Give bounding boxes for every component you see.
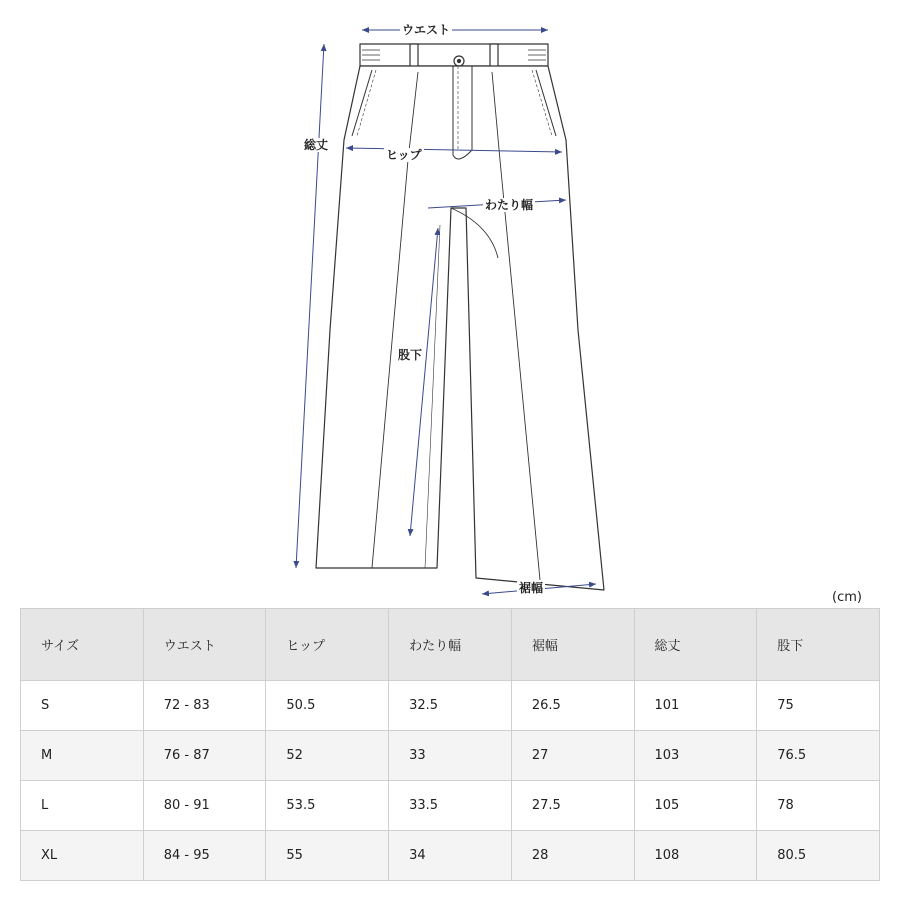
hip-label: ヒップ [386,148,422,162]
table-cell: 52 [266,731,389,781]
size-table [20,608,880,881]
table-cell: 80.5 [757,831,880,881]
header-cell: ヒップ [266,609,389,681]
table-cell: 27.5 [511,781,634,831]
pants-outline [316,44,604,590]
table-cell: 78 [757,781,880,831]
table-cell: 103 [634,731,757,781]
table-cell: L [21,781,144,831]
table-cell: 101 [634,681,757,731]
table-cell: 32.5 [389,681,512,731]
header-cell: 総丈 [634,609,757,681]
table-row [21,781,880,831]
table-cell: 53.5 [266,781,389,831]
table-cell: M [21,731,144,781]
inseam-label: 股下 [398,348,423,362]
table-cell: 27 [511,731,634,781]
thigh-label: わたり幅 [485,198,534,212]
table-cell: 76.5 [757,731,880,781]
table-cell: 108 [634,831,757,881]
table-cell: 33 [389,731,512,781]
header-cell: 裾幅 [511,609,634,681]
table-cell: 72 - 83 [143,681,266,731]
table-cell: 55 [266,831,389,881]
table-cell: 33.5 [389,781,512,831]
table-cell: 50.5 [266,681,389,731]
table-cell: 105 [634,781,757,831]
table-cell: 26.5 [511,681,634,731]
table-row [21,831,880,881]
table-cell: XL [21,831,144,881]
table-cell: 34 [389,831,512,881]
header-cell: わたり幅 [389,609,512,681]
table-row [21,731,880,781]
table-header-row [21,609,880,681]
table-cell: S [21,681,144,731]
header-cell: 股下 [757,609,880,681]
header-cell: ウエスト [143,609,266,681]
table-cell: 80 - 91 [143,781,266,831]
table-cell: 84 - 95 [143,831,266,881]
total-length-label: 総丈 [304,138,329,152]
unit-label: (cm) [832,590,862,605]
table-cell: 28 [511,831,634,881]
table-cell: 75 [757,681,880,731]
waist-label: ウエスト [402,23,451,37]
header-cell: サイズ [21,609,144,681]
hem-label: 裾幅 [519,581,544,595]
table-cell: 76 - 87 [143,731,266,781]
table-row [21,681,880,731]
